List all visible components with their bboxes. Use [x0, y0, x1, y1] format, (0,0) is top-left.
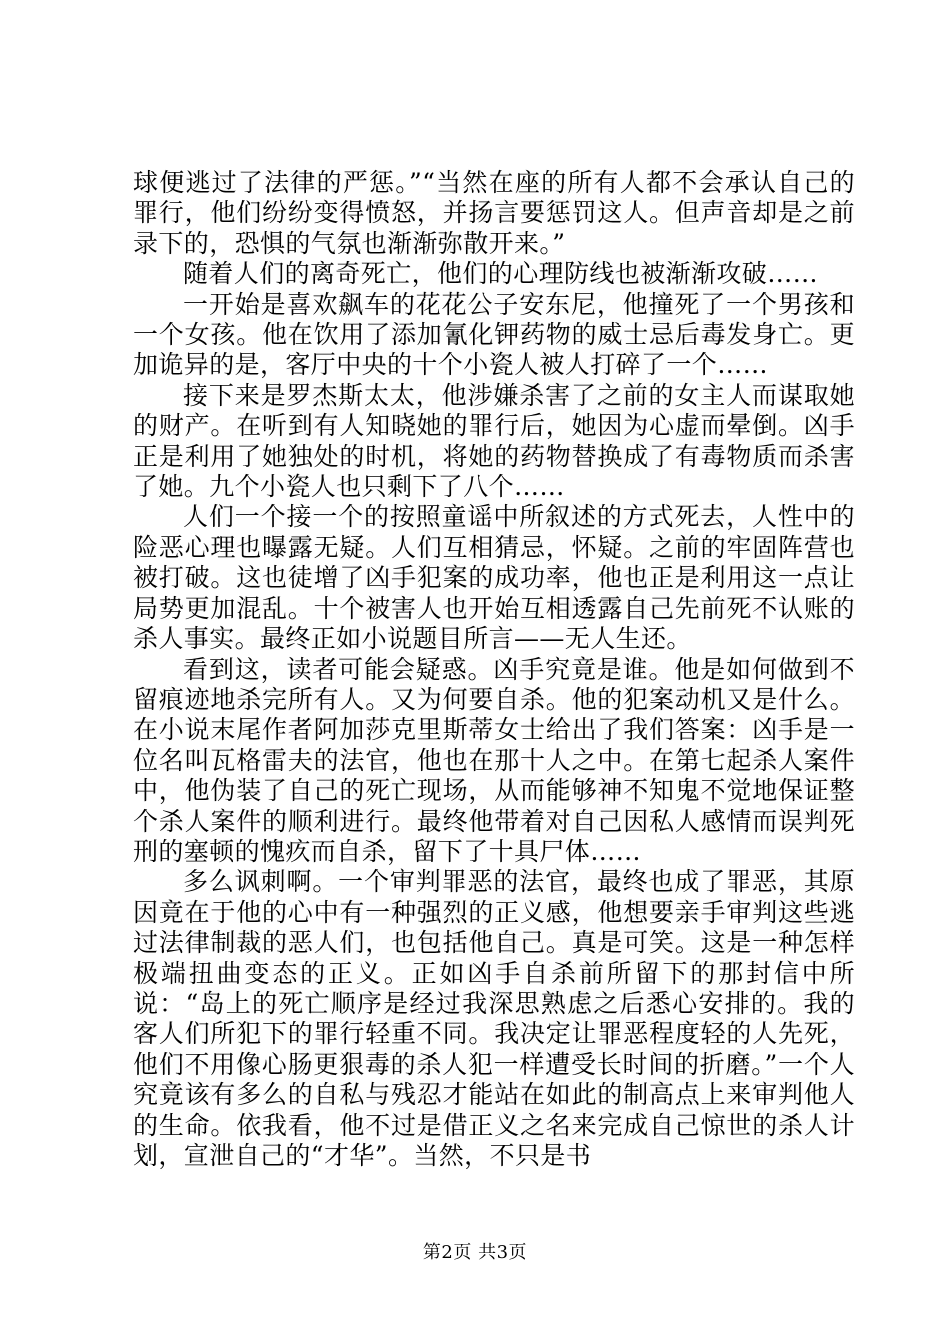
- paragraph: 接下来是罗杰斯太太，他涉嫌杀害了之前的女主人而谋取她的财产。在听到有人知晓她的罪行后，她因为心虚而晕倒。凶手正是利用了她独处的时机，将她的药物替换成了有毒物质而杀害了她。九个小瓷人也只剩下了八个……: [133, 380, 855, 502]
- paragraph: 随着人们的离奇死亡，他们的心理防线也被渐渐攻破……: [183, 259, 819, 289]
- document-body: [133, 168, 855, 1171]
- paragraph: 人们一个接一个的按照童谣中所叙述的方式死去，人性中的险恶心理也曝露无疑。人们互相猜忌，怀疑。之前的牢固阵营也被打破。这也徒增了凶手犯案的成功率，他也正是利用这一点让局势更加混乱。十个被害人也开始互相透露自己先前死不认账的杀人事实。最终正如小说题目所言——无人生还。: [133, 502, 855, 654]
- paragraph: 看到这，读者可能会疑惑。凶手究竟是谁。他是如何做到不留痕迹地杀完所有人。又为何要自杀。他的犯案动机又是什么。在小说末尾作者阿加莎克里斯蒂女士给出了我们答案：凶手是一位名叫瓦格雷夫的法官，他也在那十人之中。在第七起杀人案件中，他伪装了自己的死亡现场，从而能够神不知鬼不觉地保证整个杀人案件的顺利进行。最终他带着对自己因私人感情而误判死刑的塞顿的愧疚而自杀，留下了十具尸体……: [133, 654, 855, 866]
- paragraph: 一开始是喜欢飙车的花花公子安东尼，他撞死了一个男孩和一个女孩。他在饮用了添加氰化钾药物的威士忌后毒发身亡。更加诡异的是，客厅中央的十个小瓷人被人打碎了一个……: [133, 289, 855, 380]
- page-number-footer: 第2页 共3页: [422, 1242, 528, 1263]
- paragraph: 多么讽刺啊。一个审判罪恶的法官，最终也成了罪恶，其原因竟在于他的心中有一种强烈的正义感，他想要亲手审判这些逃过法律制裁的恶人们，也包括他自己。真是可笑。这是一种怎样极端扭曲变态的正义。正如凶手自杀前所留下的那封信中所说：“岛上的死亡顺序是经过我深思熟虑之后悉心安排的。我的客人们所犯下的罪行轻重不同。我决定让罪恶程度轻的人先死，他们不用像心肠更狠毒的杀人犯一样遭受长时间的折磨。”一个人究竟该有多么的自私与残忍才能站在如此的制高点上来审判他人的生命。依我看，他不过是借正义之名来完成自己惊世的杀人计划，宣泄自己的“才华”。当然，不只是书: [133, 867, 855, 1170]
- paragraph-continued: 球便逃过了法律的严惩。”“当然在座的所有人都不会承认自己的罪行，他们纷纷变得愤怒，并扬言要惩罚这人。但声音却是之前录下的，恐惧的气氛也渐渐弥散开来。”: [133, 168, 855, 258]
